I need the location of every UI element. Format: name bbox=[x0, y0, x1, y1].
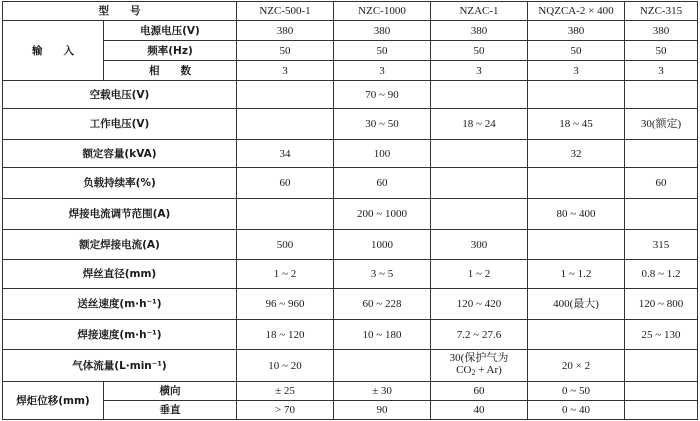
cell: 50 bbox=[625, 41, 698, 61]
row-label: 送丝速度(m·h⁻¹) bbox=[3, 289, 237, 320]
cell: 0.8 ~ 1.2 bbox=[625, 260, 698, 289]
cell: 0 ~ 50 bbox=[528, 382, 625, 401]
cell: 380 bbox=[334, 21, 431, 41]
cell bbox=[625, 81, 698, 109]
cell: 96 ~ 960 bbox=[237, 289, 334, 320]
cell: > 70 bbox=[237, 401, 334, 420]
model-header: NZC-500-1 bbox=[237, 2, 334, 21]
cell bbox=[528, 320, 625, 350]
cell bbox=[431, 168, 528, 199]
cell: 3 bbox=[237, 61, 334, 81]
cell: 200 ~ 1000 bbox=[334, 199, 431, 230]
cell: 1 ~ 1.2 bbox=[528, 260, 625, 289]
cell: 380 bbox=[237, 21, 334, 41]
cell: 25 ~ 130 bbox=[625, 320, 698, 350]
cell: 1 ~ 2 bbox=[431, 260, 528, 289]
cell: 10 ~ 20 bbox=[237, 350, 334, 382]
cell bbox=[528, 230, 625, 260]
cell: 50 bbox=[237, 41, 334, 61]
cell: 80 ~ 400 bbox=[528, 199, 625, 230]
row-label: 工作电压(V) bbox=[3, 109, 237, 140]
cell bbox=[431, 350, 528, 382]
row-label: 气体流量(L·min⁻¹) bbox=[3, 350, 237, 382]
row-label: 频率(Hz) bbox=[104, 41, 237, 61]
cell: 120 ~ 420 bbox=[431, 289, 528, 320]
row-label: 负载持续率(%) bbox=[3, 168, 237, 199]
row-label: 焊接电流调节范围(A) bbox=[3, 199, 237, 230]
model-header: NZC-1000 bbox=[334, 2, 431, 21]
cell: 3 ~ 5 bbox=[334, 260, 431, 289]
cell: 18 ~ 120 bbox=[237, 320, 334, 350]
table-row bbox=[3, 199, 698, 230]
table-row bbox=[3, 81, 698, 109]
cell: 70 ~ 90 bbox=[334, 81, 431, 109]
row-label: 电源电压(V) bbox=[104, 21, 237, 41]
cell: 3 bbox=[625, 61, 698, 81]
cell bbox=[431, 199, 528, 230]
cell: 20 × 2 bbox=[528, 350, 625, 382]
model-header: NQZCA-2 × 400 bbox=[528, 2, 625, 21]
cell bbox=[528, 81, 625, 109]
cell: 380 bbox=[625, 21, 698, 41]
gas-note-line1: 30(保护气为 bbox=[449, 352, 509, 364]
cell: ± 25 bbox=[237, 382, 334, 401]
cell bbox=[625, 140, 698, 168]
model-header: NZC-315 bbox=[625, 2, 698, 21]
cell: 90 bbox=[334, 401, 431, 420]
cell: 40 bbox=[431, 401, 528, 420]
cell: ± 30 bbox=[334, 382, 431, 401]
cell: 10 ~ 180 bbox=[334, 320, 431, 350]
cell: 500 bbox=[237, 230, 334, 260]
cell bbox=[625, 401, 698, 420]
table-row bbox=[3, 21, 698, 41]
cell: 380 bbox=[528, 21, 625, 41]
cell: 100 bbox=[334, 140, 431, 168]
cell: 1 ~ 2 bbox=[237, 260, 334, 289]
torch-group-label: 焊炬位移(mm) bbox=[3, 382, 104, 420]
cell: 50 bbox=[431, 41, 528, 61]
cell: 18 ~ 24 bbox=[431, 109, 528, 140]
row-label: 焊接速度(m·h⁻¹) bbox=[3, 320, 237, 350]
gas-note-rest: + Ar) bbox=[475, 364, 502, 376]
table-row bbox=[3, 350, 698, 382]
cell: 60 ~ 228 bbox=[334, 289, 431, 320]
header-row bbox=[3, 2, 698, 21]
table-row bbox=[3, 168, 698, 199]
input-group-label: 输 入 bbox=[3, 21, 104, 81]
model-header: NZAC-1 bbox=[431, 2, 528, 21]
table-row bbox=[3, 230, 698, 260]
row-label: 焊丝直径(mm) bbox=[3, 260, 237, 289]
table-row bbox=[3, 41, 698, 61]
table-row bbox=[3, 109, 698, 140]
table-row bbox=[3, 382, 698, 401]
table-row bbox=[3, 289, 698, 320]
cell: 7.2 ~ 27.6 bbox=[431, 320, 528, 350]
cell: 60 bbox=[431, 382, 528, 401]
cell: 18 ~ 45 bbox=[528, 109, 625, 140]
cell: 380 bbox=[431, 21, 528, 41]
table-row bbox=[3, 401, 698, 420]
cell: 1000 bbox=[334, 230, 431, 260]
cell bbox=[237, 81, 334, 109]
cell: 32 bbox=[528, 140, 625, 168]
table-row bbox=[3, 260, 698, 289]
cell bbox=[625, 350, 698, 382]
row-label: 垂直 bbox=[104, 401, 237, 420]
cell bbox=[237, 199, 334, 230]
row-label: 额定容量(kVA) bbox=[3, 140, 237, 168]
cell: 60 bbox=[625, 168, 698, 199]
table-row bbox=[3, 61, 698, 81]
cell: 3 bbox=[334, 61, 431, 81]
cell: 50 bbox=[334, 41, 431, 61]
table-row bbox=[3, 320, 698, 350]
cell: 60 bbox=[334, 168, 431, 199]
type-header: 型 号 bbox=[3, 2, 237, 21]
cell bbox=[431, 81, 528, 109]
row-label: 横向 bbox=[104, 382, 237, 401]
cell: 0 ~ 40 bbox=[528, 401, 625, 420]
cell bbox=[237, 109, 334, 140]
row-label: 相 数 bbox=[104, 61, 237, 81]
cell: 34 bbox=[237, 140, 334, 168]
cell: 30 ~ 50 bbox=[334, 109, 431, 140]
cell: 300 bbox=[431, 230, 528, 260]
cell: 30(额定) bbox=[625, 109, 698, 140]
cell: 3 bbox=[431, 61, 528, 81]
cell bbox=[625, 382, 698, 401]
cell: 400(最大) bbox=[528, 289, 625, 320]
cell: 3 bbox=[528, 61, 625, 81]
gas-note-subscript: 2 bbox=[471, 368, 476, 377]
cell: 315 bbox=[625, 230, 698, 260]
cell bbox=[528, 168, 625, 199]
table-row bbox=[3, 140, 698, 168]
cell: 60 bbox=[237, 168, 334, 199]
cell: 120 ~ 800 bbox=[625, 289, 698, 320]
cell bbox=[431, 140, 528, 168]
gas-note-co2: CO bbox=[456, 364, 472, 376]
spec-table bbox=[2, 1, 698, 420]
cell bbox=[625, 199, 698, 230]
cell bbox=[334, 350, 431, 382]
cell: 50 bbox=[528, 41, 625, 61]
row-label: 空载电压(V) bbox=[3, 81, 237, 109]
row-label: 额定焊接电流(A) bbox=[3, 230, 237, 260]
